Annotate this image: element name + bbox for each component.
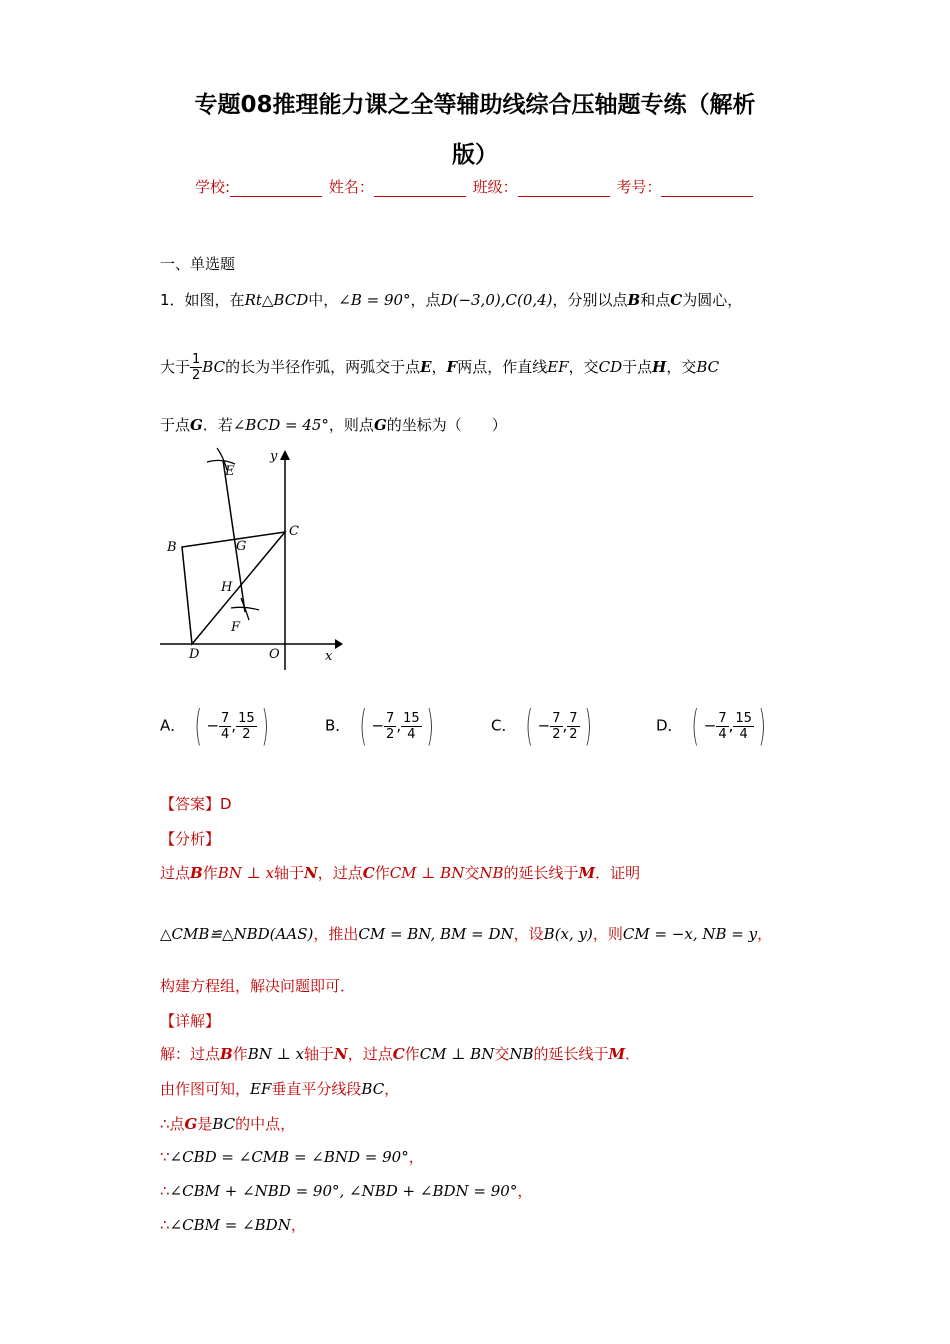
math-cd: CD <box>598 358 623 376</box>
detail-line-1: 解：过点B作BN ⊥ x轴于N，过点C作CM ⊥ BN交NB的延长线于M． <box>160 1045 641 1063</box>
class-blank[interactable] <box>518 182 610 197</box>
option-letter: B． <box>325 716 351 735</box>
text: ，分别以点 <box>552 291 628 309</box>
question-line-1 <box>160 289 742 310</box>
label-b: B <box>167 540 177 555</box>
option-c[interactable]: C． ( − $\frac{7}{2}$ , $\frac{7}{2}$ ) <box>491 701 592 750</box>
fraction-half: $\frac{1}{2}$ <box>192 352 201 383</box>
text: 于点 <box>622 358 653 376</box>
option-a[interactable]: A． ( − $\frac{7}{4}$ , $\frac{15}{2}$ ) <box>160 701 269 750</box>
analysis-line-2: △CMB≌△NBD(AAS)，推出CM = BN, BM = DN，设B(x, y)，则CM = −x, NB = y， <box>160 925 773 943</box>
option-d[interactable]: D． ( − $\frac{7}{4}$ , $\frac{15}{4}$ ) <box>656 701 766 750</box>
name-label: 姓名： <box>328 178 374 196</box>
school-blank[interactable] <box>230 182 322 197</box>
text: ， <box>431 358 447 376</box>
answer-label: 【答案】 <box>160 795 221 813</box>
math-var: E <box>420 358 432 376</box>
math-var: G <box>190 416 203 434</box>
math-var: H <box>652 358 667 376</box>
label-h: H <box>221 580 233 595</box>
text: 和点 <box>640 291 671 309</box>
math-ef: EF <box>547 358 569 376</box>
math-var: B <box>627 291 641 309</box>
text: 的长为半径作弧，两弧交于点 <box>225 358 421 376</box>
name-blank[interactable] <box>374 182 466 197</box>
label-y: y <box>270 449 278 464</box>
y-axis-arrow <box>280 450 290 460</box>
text: ，交 <box>568 358 599 376</box>
text: 中， <box>308 291 339 309</box>
detail-line-2: 由作图可知，EF垂直平分线段BC， <box>160 1080 400 1098</box>
school-label: 学校: <box>195 178 231 196</box>
analysis-line-1: 过点B作BN ⊥ x轴于N，过点C作CM ⊥ BN交NB的延长线于M．证明 <box>160 864 641 882</box>
math-bc: BC <box>202 358 226 376</box>
detail-line-3: ∴点G是BC的中点， <box>160 1115 296 1133</box>
text: 的坐标为（ ） <box>386 416 507 434</box>
text: 为圆心， <box>682 291 743 309</box>
math-var: C <box>670 291 683 309</box>
header-fields <box>195 176 755 197</box>
text: 两点，作直线 <box>457 358 548 376</box>
detail-line-4: ∵∠CBD = ∠CMB = ∠BND = 90°， <box>160 1148 424 1166</box>
exam-no-blank[interactable] <box>661 182 753 197</box>
document-title-line2: 版） <box>452 142 498 168</box>
math-angle-b: ∠B = 90° <box>338 291 411 309</box>
detail-label: 【详解】 <box>160 1012 221 1030</box>
detail-line-6: ∴∠CBM = ∠BDN， <box>160 1216 306 1234</box>
label-f: F <box>231 620 241 635</box>
label-o: O <box>269 647 280 662</box>
label-c: C <box>289 524 299 539</box>
geometry-figure <box>155 442 355 677</box>
label-e: E <box>225 464 235 479</box>
label-g: G <box>236 539 247 554</box>
option-b[interactable]: B． ( − $\frac{7}{2}$ , $\frac{15}{4}$ ) <box>325 701 434 750</box>
math-rt-triangle: Rt△BCD <box>244 291 309 309</box>
text: ，则点 <box>328 416 374 434</box>
option-letter: D． <box>656 716 683 735</box>
text: 于点 <box>160 416 191 434</box>
exam-no-label: 考号： <box>616 178 662 196</box>
answer <box>160 793 232 814</box>
arc-bottom-2 <box>241 598 249 620</box>
analysis-line-3: 构建方程组，解决问题即可． <box>160 977 356 995</box>
analysis-label: 【分析】 <box>160 830 221 848</box>
minus: − <box>206 716 220 735</box>
question-line-2 <box>160 352 719 383</box>
option-letter: A． <box>160 716 186 735</box>
math-bc: BC <box>696 358 720 376</box>
text: 如图，在 <box>184 291 245 309</box>
text: 大于 <box>160 358 191 376</box>
section-heading: 一、单选题 <box>160 255 236 273</box>
minus: − <box>537 716 551 735</box>
minus: − <box>703 716 717 735</box>
document-title-line1: 专题08推理能力课之全等辅助线综合压轴题专练（解析 <box>194 92 756 118</box>
question-line-3 <box>160 414 507 435</box>
minus: − <box>371 716 385 735</box>
class-label: 班级： <box>472 178 518 196</box>
detail-line-5: ∴∠CBM + ∠NBD = 90°, ∠NBD + ∠BDN = 90°， <box>160 1182 533 1200</box>
math-var: F <box>446 358 458 376</box>
text: ，点 <box>410 291 441 309</box>
math-points: D(−3,0),C(0,4) <box>440 291 553 309</box>
text: ．若 <box>202 416 233 434</box>
option-letter: C． <box>491 716 517 735</box>
math-angle-bcd: ∠BCD = 45° <box>232 416 329 434</box>
question-number: 1． <box>160 291 185 309</box>
label-d: D <box>189 647 200 662</box>
math-var: G <box>373 416 387 434</box>
label-x: x <box>325 649 333 664</box>
answer-value: D <box>220 795 232 813</box>
x-axis-arrow <box>335 639 343 649</box>
text: ，交 <box>666 358 697 376</box>
